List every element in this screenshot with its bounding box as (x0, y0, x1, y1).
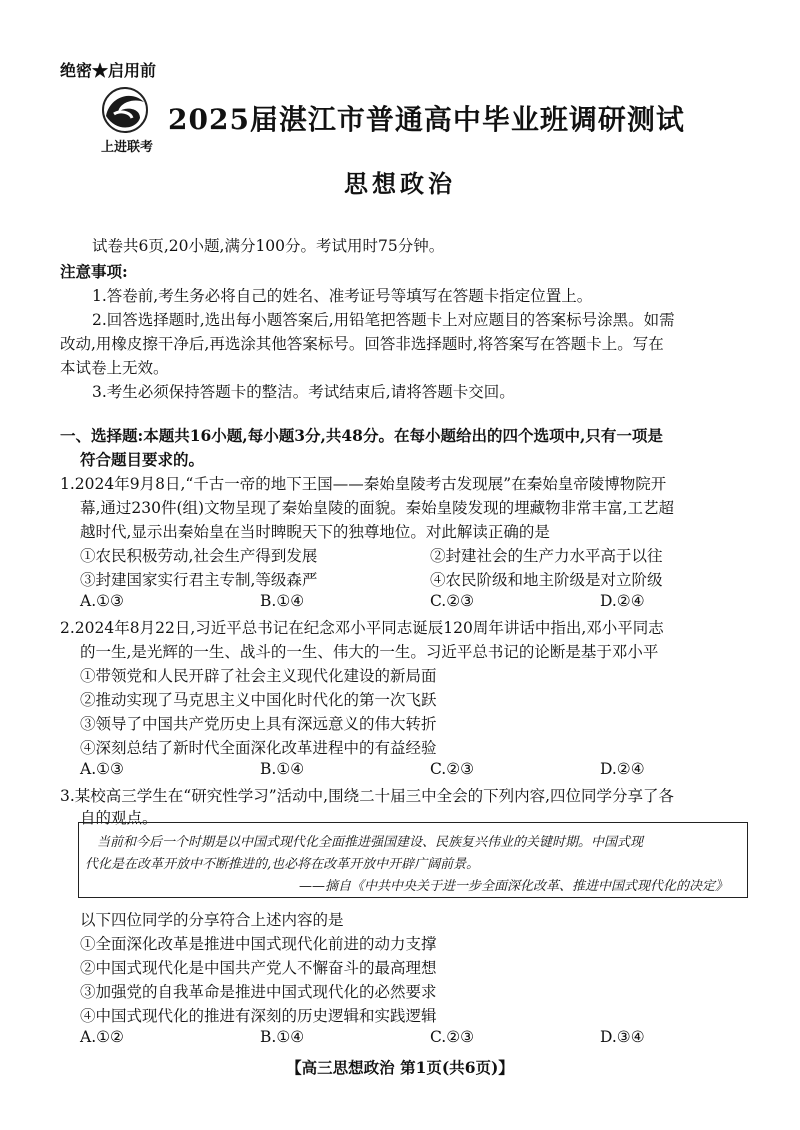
confidential-label: 绝密★启用前 (60, 61, 157, 80)
option-b: B.①④ (260, 592, 305, 610)
exam-intro: 试卷共6页,20小题,满分100分。考试用时75分钟。 (92, 237, 445, 255)
option-d: D.②④ (600, 760, 645, 778)
note-line: 2.回答选择题时,选出每小题答案后,用铅笔把答题卡上对应题目的答案标号涂黑。如需 (92, 311, 675, 329)
page-footer: 【高三思想政治 第1页(共6页)】 (286, 1058, 514, 1077)
question-3-text: 自的观点。 (80, 809, 158, 827)
subject-title: 思想政治 (344, 169, 456, 198)
logo-text: 上进联考 (100, 140, 153, 155)
quote-source: ——摘自《中共中央关于进一步全面深化改革、推进中国式现代化的决定》 (299, 879, 729, 894)
option-b: B.①④ (260, 1028, 305, 1046)
option-b: B.①④ (260, 760, 305, 778)
question-3-text: 3.某校高三学生在“研究性学习”活动中,围绕二十届三中全会的下列内容,四位同学分享了各 (60, 787, 674, 805)
option-a: A.①② (80, 1028, 124, 1046)
option-a: A.①③ (80, 592, 124, 610)
question-2-text: 2.2024年8月22日,习近平总书记在纪念邓小平同志诞辰120周年讲话中指出,邓小平同志 (60, 619, 664, 637)
note-line: 改动,用橡皮擦干净后,再选涂其他答案标号。回答非选择题时,将答案写在答题卡上。写在 (60, 335, 664, 353)
question-1-text: 幕,通过230件(组)文物呈现了秦始皇陵的面貌。秦始皇陵发现的埋藏物非常丰富,工艺超 (80, 499, 675, 517)
statement: ③领导了中国共产党历史上具有深远意义的伟大转折 (80, 715, 437, 733)
section-heading: 符合题目要求的。 (80, 450, 205, 469)
section-heading: 一、选择题:本题共16小题,每小题3分,共48分。在每小题给出的四个选项中,只有一项是 (60, 426, 663, 445)
statement: ④农民阶级和地主阶级是对立阶级 (430, 571, 663, 589)
notes-heading: 注意事项: (60, 262, 128, 281)
option-c: C.②③ (430, 592, 475, 610)
exam-title: 2025届湛江市普通高中毕业班调研测试 (168, 103, 685, 136)
statement: ①全面深化改革是推进中国式现代化前进的动力支撑 (80, 935, 437, 953)
question-1-text: 1.2024年9月8日,“千古一帝的地下王国——秦始皇陵考古发现展”在秦始皇帝陵博物院开 (60, 475, 667, 493)
question-1-text: 越时代,显示出秦始皇在当时睥睨天下的独尊地位。对此解读正确的是 (80, 523, 550, 541)
statement: ①带领党和人民开辟了社会主义现代化建设的新局面 (80, 667, 437, 685)
statement: ②封建社会的生产力水平高于以往 (430, 547, 663, 565)
option-d: D.③④ (600, 1028, 645, 1046)
option-a: A.①③ (80, 760, 124, 778)
option-d: D.②④ (600, 592, 645, 610)
quote-line: 当前和今后一个时期是以中国式现代化全面推进强国建设、民族复兴伟业的关键时期。中国式现 (97, 835, 644, 850)
note-line: 1.答卷前,考生务必将自己的姓名、准考证号等填写在答题卡指定位置上。 (92, 287, 593, 305)
quote-line: 代化是在改革开放中不断推进的,也必将在改革开放中开辟广阔前景。 (85, 857, 480, 872)
exam-logo (92, 86, 158, 158)
statement: ②中国式现代化是中国共产党人不懈奋斗的最高理想 (80, 959, 437, 977)
note-line: 3.考生必须保持答题卡的整洁。考试结束后,请将答题卡交回。 (92, 383, 515, 401)
logo-swirl-icon (92, 86, 158, 138)
statement: ④中国式现代化的推进有深刻的历史逻辑和实践逻辑 (80, 1007, 437, 1025)
option-c: C.②③ (430, 1028, 475, 1046)
statement: ①农民积极劳动,社会生产得到发展 (80, 547, 318, 565)
question-2-text: 的一生,是光辉的一生、战斗的一生、伟大的一生。习近平总书记的论断是基于邓小平 (80, 643, 659, 661)
statement: ④深刻总结了新时代全面深化改革进程中的有益经验 (80, 739, 437, 757)
statement: ③封建国家实行君主专制,等级森严 (80, 571, 318, 589)
option-c: C.②③ (430, 760, 475, 778)
statement: ②推动实现了马克思主义中国化时代化的第一次飞跃 (80, 691, 437, 709)
note-line: 本试卷上无效。 (60, 359, 169, 377)
statement: ③加强党的自我革命是推进中国式现代化的必然要求 (80, 983, 437, 1001)
question-3-lead: 以下四位同学的分享符合上述内容的是 (80, 911, 344, 929)
quote-box (78, 822, 748, 898)
